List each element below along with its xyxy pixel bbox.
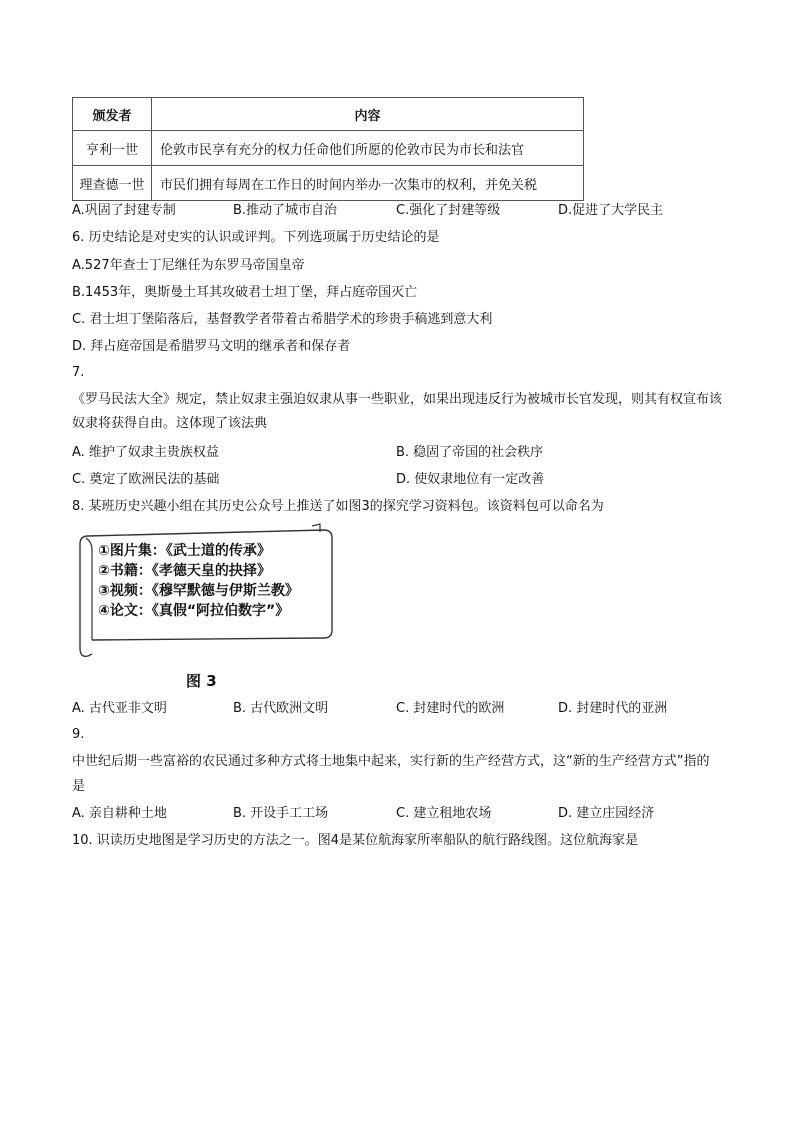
q5-option-a[interactable]: A.巩固了封建专制 [72,203,176,218]
figure-3-scroll [74,522,336,662]
q9-stem: 中世纪后期一些富裕的农民通过多种方式将土地集中起来，实行新的生产经营方式，这“新的生产经营方式”指的是 [72,754,710,794]
figure-item: ④论文：《真假“阿拉伯数字”》 [98,603,290,619]
q7-stem: 《罗马民法大全》规定，禁止奴隶主强迫奴隶从事一些职业，如果出现违反行为被城市长官发现，则其有权宣布该奴隶将获得自由。这体现了该法典 [72,392,723,431]
figure-item: ②书籍：《孝德天皇的抉择》 [98,563,271,579]
q8-option-c[interactable]: C. 封建时代的欧洲 [396,701,505,716]
q9-option-d[interactable]: D. 建立庄园经济 [558,806,655,821]
table-row [73,131,584,166]
q5-option-b[interactable]: B.推动了城市自治 [233,203,338,218]
q7-option-a[interactable]: A. 维护了奴隶主贵族权益 [72,445,219,460]
figure-3-label: 图 3 [186,672,217,690]
q9-option-b[interactable]: B. 开设手工工场 [233,806,329,821]
q6-option-c[interactable]: C. 君士坦丁堡陷落后，基督教学者带着古希腊学术的珍贵手稿逃到意大利 [72,312,493,327]
q6-option-b[interactable]: B.1453年，奥斯曼土耳其攻破君士坦丁堡，拜占庭帝国灭亡 [72,285,418,300]
q6-stem: 6. 历史结论是对史实的认识或评判。下列选项属于历史结论的是 [72,230,440,245]
q8-option-b[interactable]: B. 古代欧洲文明 [233,701,329,716]
q7-option-d[interactable]: D. 使奴隶地位有一定改善 [396,472,545,487]
q6-option-a[interactable]: A.527年查士丁尼继任为东罗马帝国皇帝 [72,258,305,273]
table-header-issuer: 颁发者 [73,98,152,131]
table-header-content: 内容 [152,98,584,131]
q10-stem: 10. 识读历史地图是学习历史的方法之一。图4是某位航海家所率船队的航行路线图。这位航海家是 [72,833,639,848]
q5-option-d[interactable]: D.促进了大学民主 [558,203,664,218]
table-cell-issuer: 理查德一世 [73,166,152,201]
q7-option-b[interactable]: B. 稳固了帝国的社会秩序 [396,445,544,460]
q9-number: 9. [72,727,85,742]
figure-3-items [98,541,299,621]
table-header-row [73,98,584,131]
q8-stem: 8. 某班历史兴趣小组在其历史公众号上推送了如图3的探究学习资料包。该资料包可以命名为 [72,499,604,514]
figure-item: ①图片集：《武士道的传承》 [98,543,271,559]
q7-number: 7. [72,365,85,380]
q8-option-a[interactable]: A. 古代亚非文明 [72,701,167,716]
q9-option-a[interactable]: A. 亲自耕种土地 [72,806,167,821]
edict-table [72,97,584,201]
q8-option-d[interactable]: D. 封建时代的亚洲 [558,701,668,716]
table-cell-content: 市民们拥有每周在工作日的时间内举办一次集市的权利，并免关税 [152,166,584,201]
figure-item: ③视频：《穆罕默德与伊斯兰教》 [98,583,299,599]
q5-option-c[interactable]: C.强化了封建等级 [396,203,501,218]
table-row [73,166,584,201]
table-cell-issuer: 亨利一世 [73,131,152,166]
q6-option-d[interactable]: D. 拜占庭帝国是希腊罗马文明的继承者和保存者 [72,339,351,354]
q7-option-c[interactable]: C. 奠定了欧洲民法的基础 [72,472,220,487]
table-cell-content: 伦敦市民享有充分的权力任命他们所愿的伦敦市民为市长和法官 [152,131,584,166]
q9-option-c[interactable]: C. 建立租地农场 [396,806,492,821]
